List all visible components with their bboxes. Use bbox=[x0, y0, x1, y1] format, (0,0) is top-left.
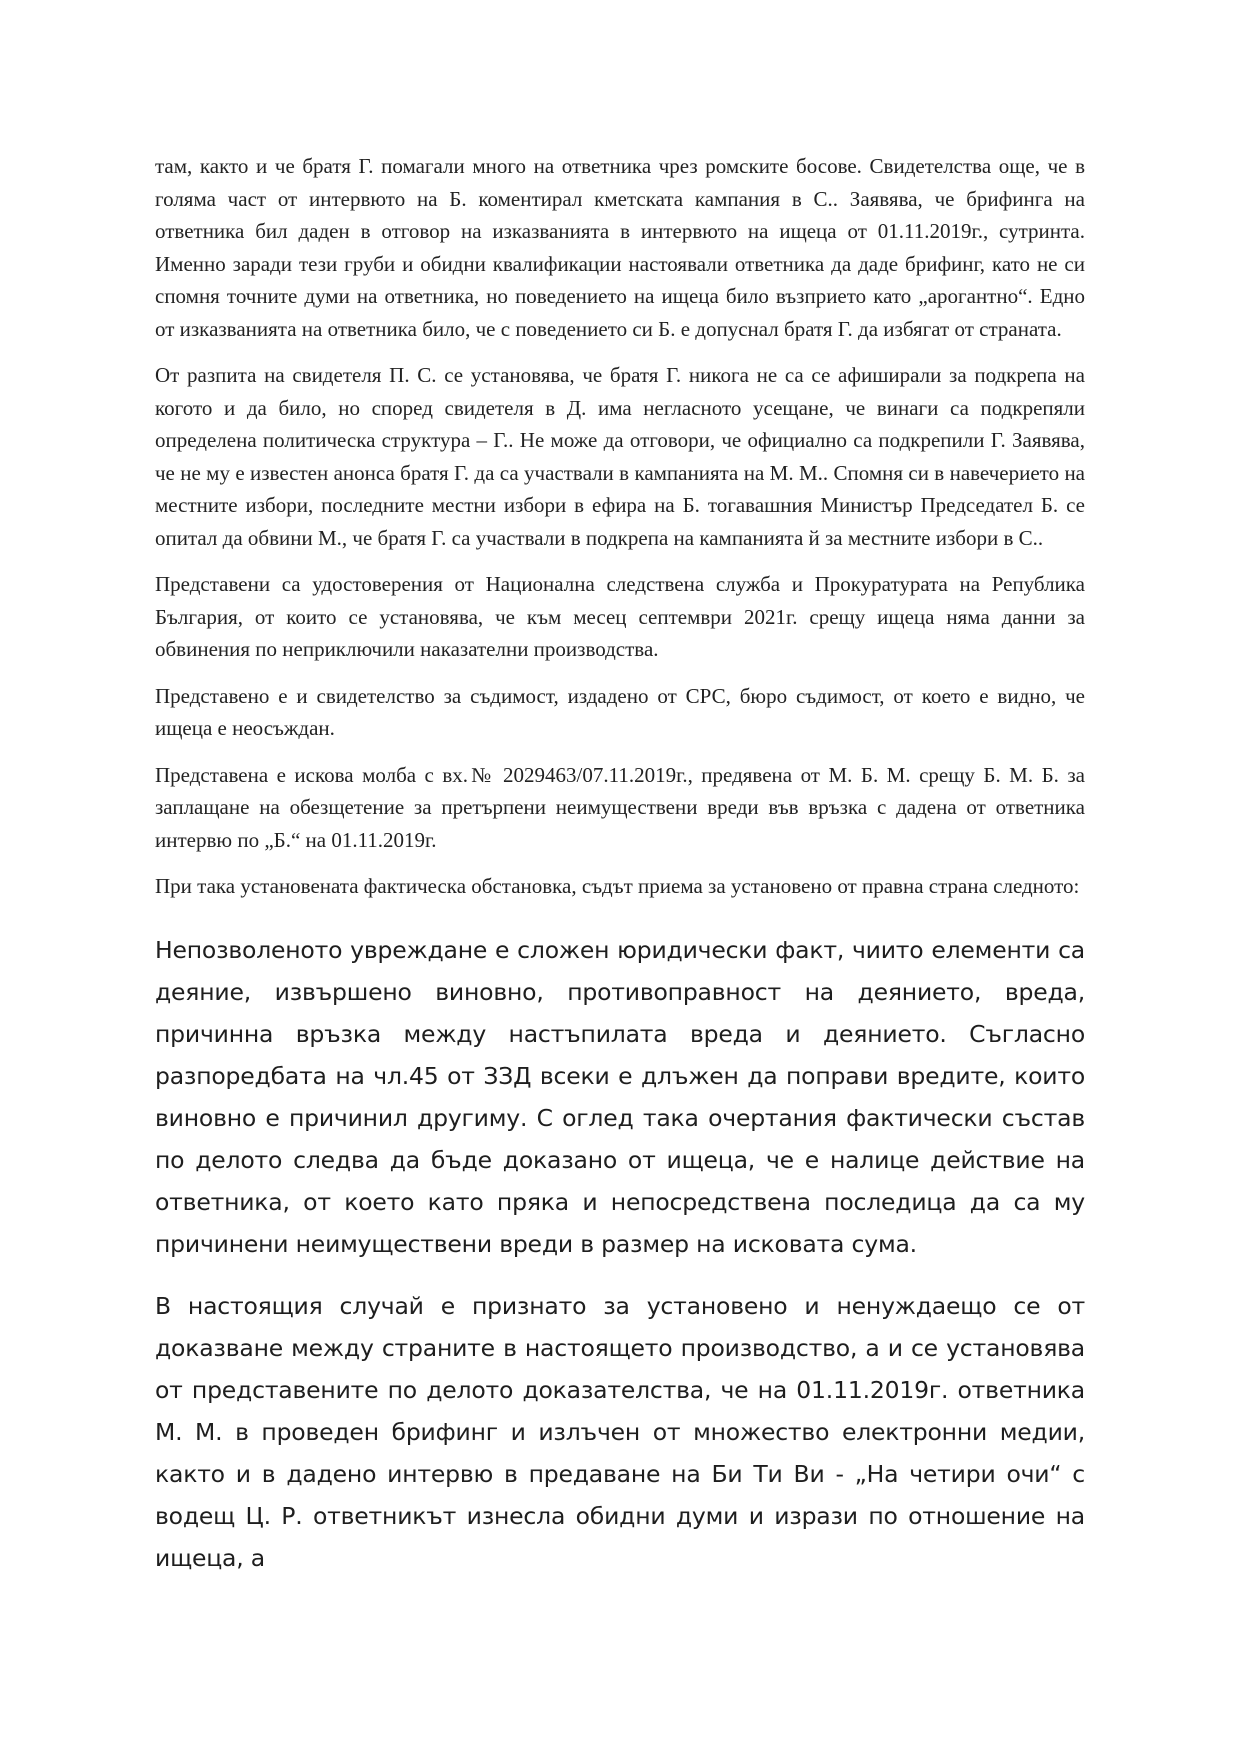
paragraph-witness-ps-testimony: От разпита на свидетеля П. С. се установява, че братя Г. никога не са се афиширали за подкрепа на когото и да било, но според свидетеля в Д. има негласното усещане, че винаги са подкрепяли определена политическа структура – Г.. Не може да отговори, че официално са подкрепили Г. Заявява, че не му е известен анонса братя Г. да са участвали в кампанията на М. М.. Спомня си в навечерието на местните избори, последните местни избори в ефира на Б. тогавашния Министър Председател Б. се опитал да обвини М., че братя Г. са участвали в подкрепа на кампанията й за местните избори в С.. bbox=[155, 363, 1085, 550]
paragraph-court-finding-intro: При така установената фактическа обстановка, съдът приема за установено от правна страна следното: bbox=[155, 874, 1080, 898]
document-body bbox=[155, 150, 1085, 1599]
paragraph-statement-of-claim: Представена е искова молба с вх.№ 2029463/07.11.2019г., предявена от М. Б. М. срещу Б. М. Б. за заплащане на обезщетение за претърпени неимуществени вреди във връзка с дадена от ответника интервю по „Б.“ на 01.11.2019г. bbox=[155, 762, 1085, 852]
paragraph-criminal-record: Представено е и свидетелство за съдимост, издадено от СРС, бюро съдимост, от което е видно, че ищеца е неосъждан. bbox=[155, 683, 1085, 740]
paragraph-witness-testimony-continued: там, както и че братя Г. помагали много на ответника чрез ромските босове. Свидетелства още, че в голяма част от интервюто на Б. коментирал кметската кампания в С.. Заявява, че брифинга на ответника бил даден в отговор на изказванията в интервюто на ищеца от 01.11.2019г., сутринта. Именно заради тези груби и обидни квалификации настоявали ответника да даде брифинг, като не си спомня точните думи на ответника, но поведението на ищеца било възприето като „арогантно“. Едно от изказванията на ответника било, че с поведението си Б. е допуснал братя Г. да избягат от страната. bbox=[155, 154, 1085, 341]
paragraph-certificates: Представени са удостоверения от Национална следствена служба и Прокуратурата на Република България, от които се установява, че към месец септември 2021г. срещу ищеца няма данни за обвинения по неприключили наказателни производства. bbox=[155, 572, 1085, 661]
paragraph-tort-definition: Непозволеното увреждане е сложен юридически факт, чиито елементи са деяние, извършено виновно, противоправност на деянието, вреда, причинна връзка между настъпилата вреда и деянието. Съгласно разпоредбата на чл.45 от ЗЗД всеки е длъжен да поправи вредите, които виновно е причинил другиму. С оглед така очертания фактически състав по делото следва да бъде доказано от ищеца, че е налице действие на ответника, от което като пряка и непосредствена последица да са му причинени неимуществени вреди в размер на исковата сума. bbox=[155, 935, 1085, 1258]
paragraph-present-case: В настоящия случай е признато за установено и ненуждаещо се от доказване между страните в настоящето производство, а и се установява от представените по делото доказателства, че на 01.11.2019г. ответника М. М. в проведен брифинг и излъчен от множество електронни медии, както и в дадено интервю в предаване на Би Ти Ви - „На четири очи“ с водещ Ц. Р. ответникът изнесла обидни думи и изрази по отношение на ищеца, а bbox=[155, 1291, 1085, 1572]
